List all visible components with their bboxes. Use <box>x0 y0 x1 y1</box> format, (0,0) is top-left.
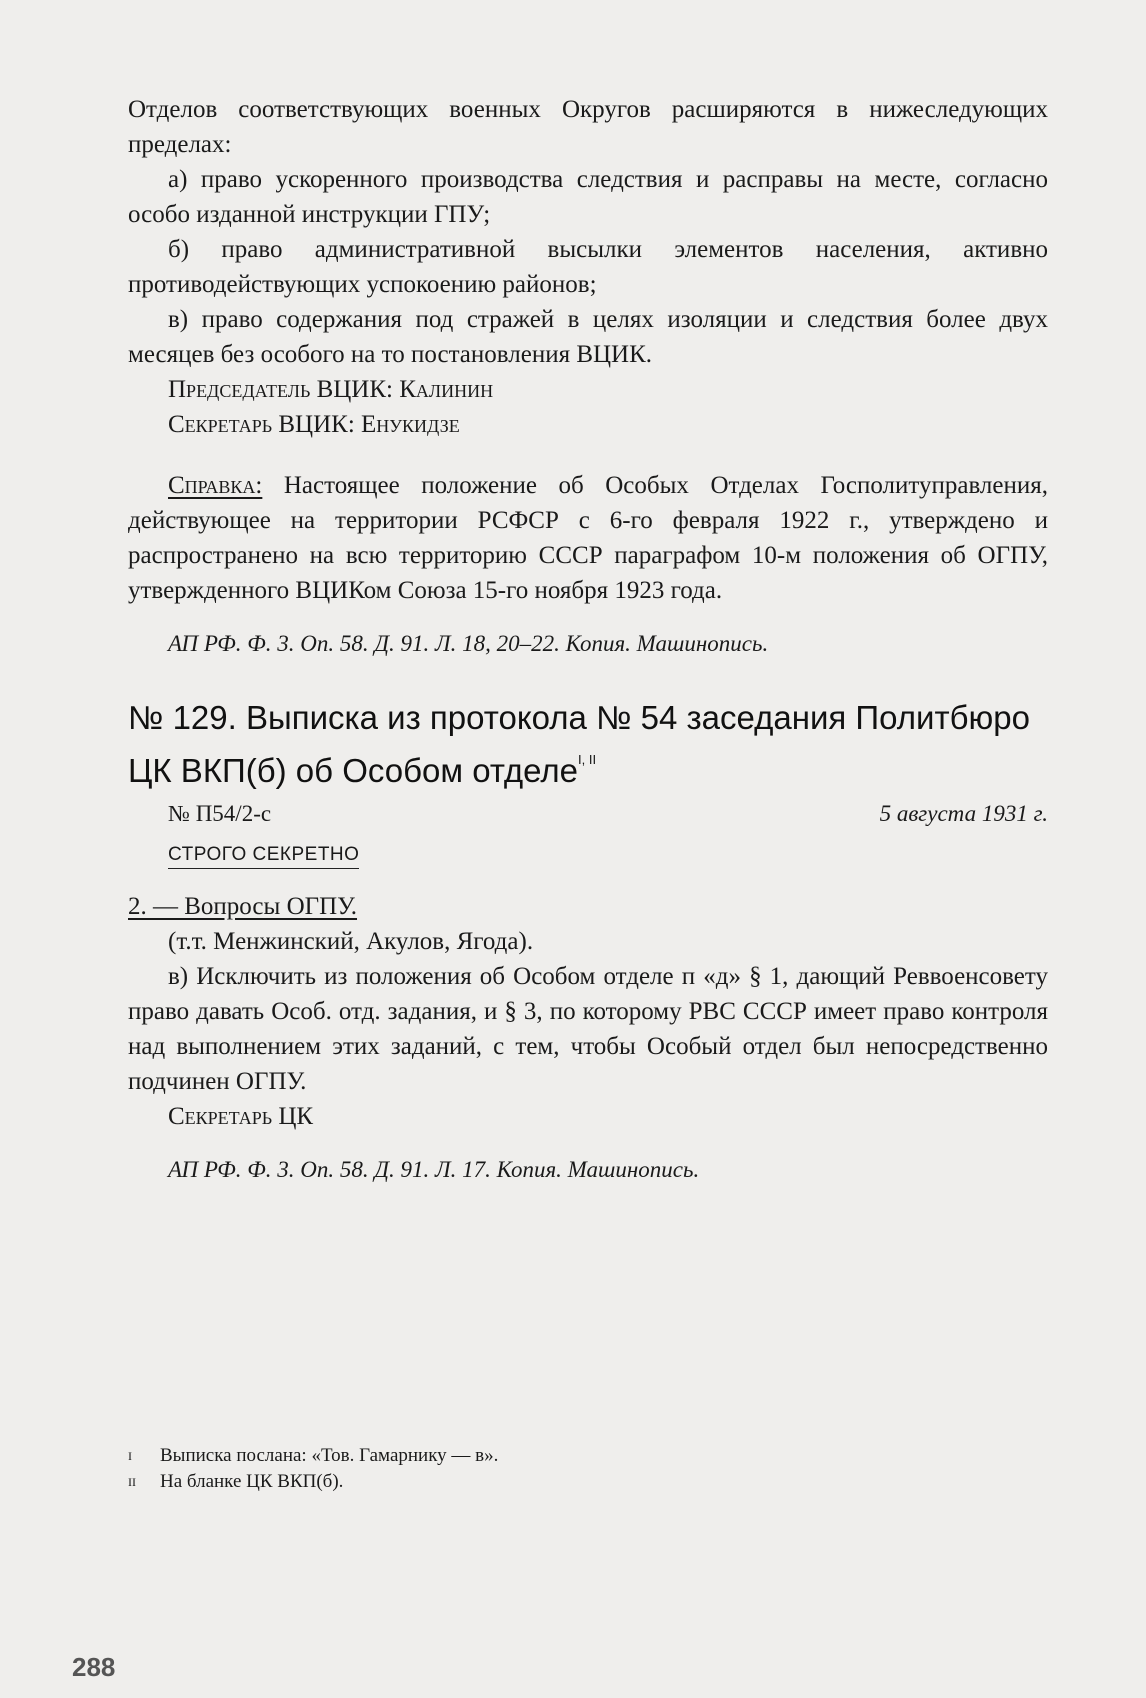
document-title-text: № 129. Выписка из протокола № 54 заседания Политбюро ЦК ВКП(б) об Особом отделе <box>128 699 1030 789</box>
footnote-markers: I, II <box>578 752 597 767</box>
footnote-text: Выписка послана: «Тов. Гамарнику — в». <box>160 1445 499 1466</box>
agenda-item-heading: 2. — Вопросы ОГПУ. <box>128 893 358 920</box>
document-title <box>128 697 1048 792</box>
footnote-mark: II <box>128 1475 136 1489</box>
decision-text: в) Исключить из положения об Особом отделе п «д» § 1, дающий Реввоенсовету право давать Особ. отд. задания, и § 3, по которому РВС СССР имеет право контроля над выполнением этих заданий, с тем, чтобы Особый отдел был непосредственно подчинен ОГПУ. <box>128 963 1048 1095</box>
classification-stamp: СТРОГО СЕКРЕТНО <box>168 842 359 869</box>
protocol-number: № П54/2-с <box>168 801 272 826</box>
reference-note <box>128 468 1048 608</box>
agenda-item <box>128 889 1048 924</box>
list-item-c: в) право содержания под стражей в целях изоляции и следствия более двух месяцев без особого на то постановления ВЦИК. <box>128 306 1048 368</box>
footnote-mark: I <box>128 1449 132 1463</box>
footnote-text: На бланке ЦК ВКП(б). <box>160 1471 344 1492</box>
list-item-a: а) право ускоренного производства следствия и расправы на месте, согласно особо изданной инструкции ГПУ; <box>128 166 1048 228</box>
signature-secretary: Секретарь ВЦИК: Енукидзе <box>168 411 460 438</box>
footnotes <box>128 1443 1028 1495</box>
participants: (т.т. Менжинский, Акулов, Ягода). <box>168 928 534 955</box>
archive-source-2: АП РФ. Ф. 3. Оп. 58. Д. 91. Л. 17. Копия. Машинопись. <box>168 1157 700 1182</box>
document-meta <box>168 798 1048 830</box>
page-number: 288 <box>72 1652 116 1682</box>
archive-source-1: АП РФ. Ф. 3. Оп. 58. Д. 91. Л. 18, 20–22. Копия. Машинопись. <box>168 631 769 656</box>
footnote-2 <box>128 1469 1028 1495</box>
main-content <box>128 92 1048 1187</box>
reference-text: Настоящее положение об Особых Отделах Госполитуправления, действующее на территории РСФСР с 6-го февраля 1922 г., утверждено и распространено на всю территорию СССР параграфом 10-м положения об ОГПУ, утвержденного ВЦИКом Союза 15-го ноября 1923 года. <box>128 472 1048 604</box>
paragraph-intro: Отделов соответствующих военных Округов расширяются в нижеследующих пределах: <box>128 96 1048 158</box>
reference-label: Справка: <box>168 472 263 499</box>
document-date: 5 августа 1931 г. <box>879 801 1048 826</box>
footnote-1 <box>128 1443 1028 1469</box>
signature-chairman: Председатель ВЦИК: Калинин <box>168 376 494 403</box>
list-item-b: б) право административной высылки элементов населения, активно противодействующих успокоению районов; <box>128 236 1048 298</box>
signature-cc-secretary: Секретарь ЦК <box>168 1103 314 1130</box>
